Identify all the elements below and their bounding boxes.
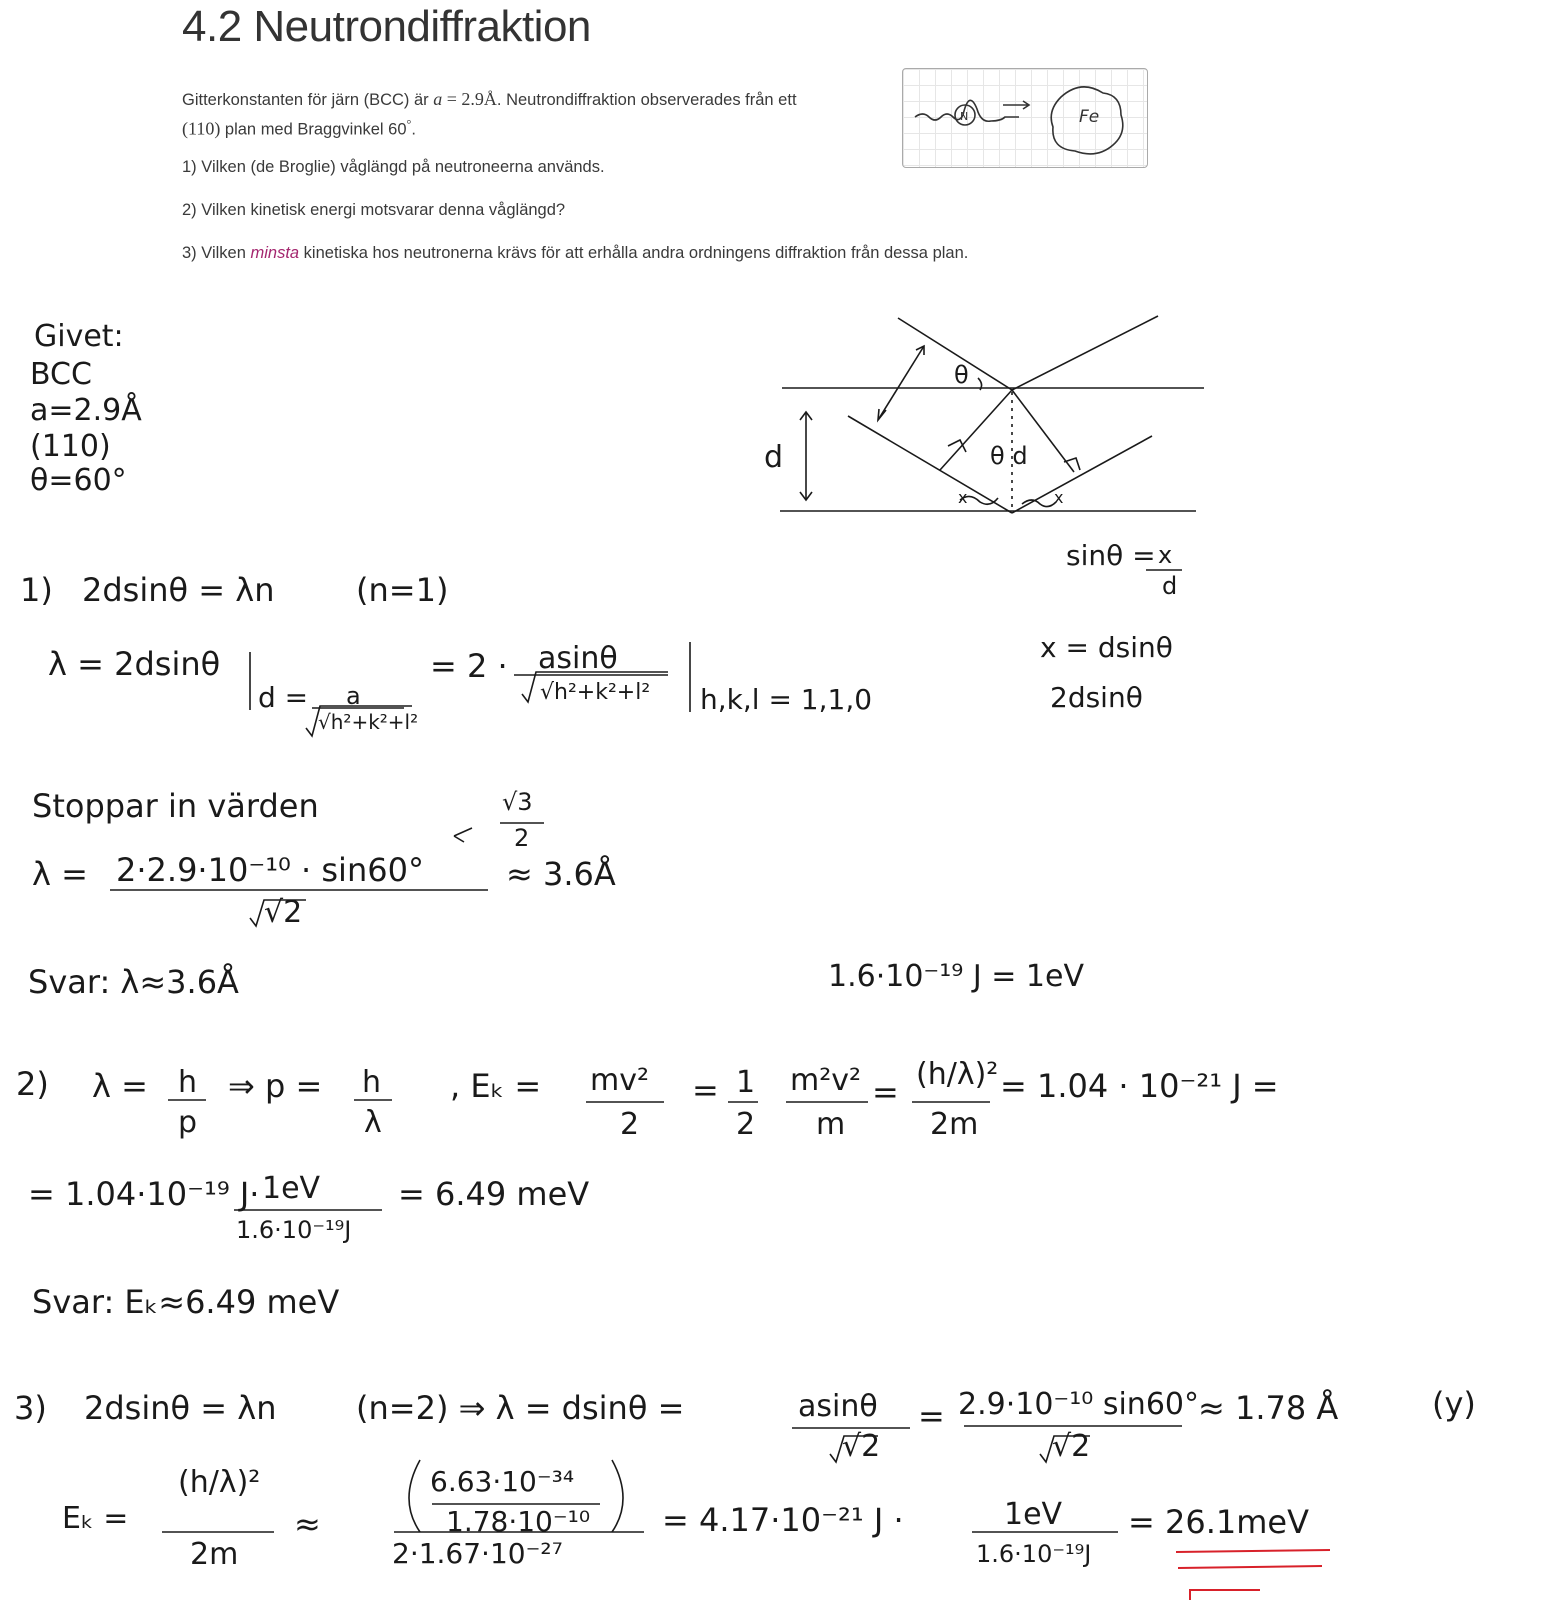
part2-l2: λ [364, 1105, 382, 1140]
arrow-icon [1003, 101, 1029, 109]
part1-calc-num: 2·2.9·10⁻¹⁰ · sin60° [116, 851, 424, 889]
part3-big-num-top: 6.63·10⁻³⁴ [430, 1465, 575, 1498]
question-1: 1) Vilken (de Broglie) våglängd på neutroneerna används. [182, 158, 605, 176]
reflected-ray [1012, 316, 1158, 390]
part2-result: = 1.04 · 10⁻²¹ J = [1000, 1067, 1279, 1105]
sin-frac-d: d [1162, 572, 1178, 600]
bragg-diagram [780, 316, 1204, 513]
diagram-x1: x [958, 488, 968, 507]
part2-answer: Svar: Eₖ≈6.49 meV [32, 1283, 340, 1321]
ev-conversion: 1.6·10⁻¹⁹ J = 1eV [828, 959, 1084, 994]
underline-2 [1178, 1566, 1322, 1568]
part1-calc-den: √2 [264, 895, 303, 930]
wavefront-arrowheads [878, 346, 924, 420]
part2-eq3: = [872, 1073, 899, 1111]
given-line-1: BCC [30, 357, 92, 392]
part1-approx: ≈ 3.6Å [506, 855, 616, 893]
part3-frac2-den: √2 [1052, 1429, 1091, 1464]
problem-paragraph-line-1 [182, 86, 797, 113]
q3-emphasis: minsta [250, 244, 300, 262]
part3-n: (n=2) ⇒ λ = dsinθ = [356, 1389, 685, 1427]
question-2: 2) Vilken kinetisk energi motsvarar denna våglängd? [182, 201, 566, 219]
part1-lambda-eq: λ = 2dsinθ [48, 645, 221, 683]
neutron-sketch [902, 68, 1148, 168]
part2-p1: p [178, 1105, 198, 1140]
fe-label: Fe [1079, 107, 1100, 127]
two-d-sin: 2dsinθ [1050, 681, 1143, 714]
problem-paragraph-line-2 [182, 111, 416, 143]
theta-arc [978, 378, 982, 390]
part2-label: 2) [16, 1065, 49, 1103]
part1-answer: Svar: λ≈3.6Å [28, 963, 239, 1001]
part3-big-num-bot: 1.78·10⁻¹⁰ [446, 1505, 591, 1538]
part3-ek: Eₖ = [62, 1501, 129, 1536]
neutron-sketch-drawing [903, 69, 1147, 167]
answer-box-corner [1190, 1590, 1260, 1600]
part3-frac2-num: 2.9·10⁻¹⁰ sin60° [958, 1387, 1199, 1422]
part2-line2-a: = 1.04·10⁻¹⁹ J· [28, 1175, 260, 1213]
q3-text-a: 3) Vilken [182, 244, 251, 262]
p1-var: a [433, 89, 443, 109]
question-3 [182, 240, 968, 266]
part1-n: (n=1) [356, 571, 449, 609]
part1-d-eq: d = [258, 681, 309, 714]
d-arrowheads [800, 412, 812, 500]
part1-num2: asinθ [538, 641, 618, 676]
diagram-theta: θ [954, 361, 969, 389]
diagram-theta-d: θ d [990, 442, 1028, 470]
given-line-2: a=2.9Å [30, 393, 142, 428]
part2-m: m [816, 1107, 846, 1142]
underline-1 [1176, 1550, 1330, 1552]
part2-ev-den: 1.6·10⁻¹⁹J [236, 1216, 352, 1244]
part1-d-num: a [346, 682, 361, 710]
answer-underline [1176, 1550, 1330, 1600]
part2-m2v2: m²v² [790, 1063, 862, 1098]
p2-deg: ° [406, 117, 412, 131]
part3-bragg: 2dsinθ = λn [84, 1389, 277, 1427]
part2-two-m: 2m [930, 1107, 979, 1142]
part1-bragg: 2dsinθ = λn [82, 571, 275, 609]
part2-h1: h [178, 1065, 198, 1100]
wavefront-arrow [878, 346, 924, 420]
x-equals: x = dsinθ [1040, 631, 1173, 664]
page-title: 4.2 Neutrondiffraktion [182, 2, 591, 51]
part3-two-m: 2m [190, 1537, 239, 1572]
sin-frac-x: x [1158, 541, 1173, 569]
p1-text-a: Gitterkonstanten för järn (BCC) är [182, 91, 434, 109]
part2-mv2: mv² [590, 1063, 650, 1098]
part1-lambda-lhs: λ = [32, 855, 88, 893]
given-title: Givet: [34, 319, 124, 354]
part3-ev-den: 1.6·10⁻¹⁹J [976, 1540, 1092, 1568]
part1-equals-2: = 2 · [430, 647, 508, 685]
x-squiggles [960, 496, 1056, 506]
p1-text-b: . Neutrondiffraktion observerades från ett [496, 91, 797, 109]
part1-insert: Stoppar in värden [32, 787, 319, 825]
part1-d-den: √h²+k²+l² [318, 710, 419, 734]
part3-big-den: 2·1.67·10⁻²⁷ [392, 1537, 563, 1570]
part3-eq: = [918, 1397, 945, 1435]
part3-frac1-den: √2 [842, 1429, 881, 1464]
part3-frac1-num: asinθ [798, 1389, 878, 1424]
part3-result: = 4.17·10⁻²¹ J · [662, 1501, 904, 1539]
diagram-d: d [764, 440, 784, 475]
part3-hl: (h/λ)² [178, 1465, 261, 1500]
part3-approx2: ≈ [294, 1505, 321, 1543]
given-line-3: (110) [30, 429, 111, 464]
incident-ray-2 [848, 416, 1012, 513]
sin-theta-label: sinθ = [1066, 539, 1156, 572]
diagram-x2: x [1054, 488, 1064, 507]
part1-label: 1) [20, 571, 53, 609]
part2-one: 1 [736, 1065, 756, 1100]
part2-lambda: λ = [92, 1067, 148, 1105]
part1-hkl: h,k,l = 1,1,0 [700, 683, 873, 716]
p2-end: . [411, 120, 416, 139]
part2-ek: , Eₖ = [450, 1067, 542, 1105]
part3-final: = 26.1meV [1128, 1503, 1309, 1541]
part2-line2-b: = 6.49 meV [398, 1175, 590, 1213]
part3-y: (y) [1432, 1385, 1476, 1423]
part2-eq-half: = [692, 1071, 719, 1109]
part2-two-b: 2 [736, 1107, 756, 1142]
p1-eq: = 2.9Å [442, 89, 497, 109]
part3-label: 3) [14, 1389, 47, 1427]
part2-two-a: 2 [620, 1107, 640, 1142]
part1-den2: √h²+k²+l² [540, 680, 651, 705]
part2-h2: h [362, 1065, 382, 1100]
part1-two: 2 [514, 824, 530, 852]
neutron-label: N [960, 110, 969, 123]
reflected-ray-2 [1012, 436, 1152, 513]
given-line-4: θ=60° [30, 463, 127, 498]
p2-plane: (110) [182, 118, 221, 139]
part2-ev-num: 1eV [262, 1171, 321, 1206]
part2-implies: ⇒ p = [228, 1067, 323, 1105]
q3-text-b: kinetiska hos neutronerna krävs för att erhålla andra ordningens diffraktion från dessa plan. [299, 244, 969, 262]
part3-ev-num: 1eV [1004, 1497, 1063, 1532]
part3-approx: ≈ 1.78 Å [1198, 1389, 1339, 1427]
part1-sqrt3: √3 [502, 788, 533, 816]
p2-text: plan med Braggvinkel 60 [220, 120, 407, 139]
arrow-small [454, 828, 472, 842]
part2-h-over-l: (h/λ)² [916, 1057, 999, 1092]
